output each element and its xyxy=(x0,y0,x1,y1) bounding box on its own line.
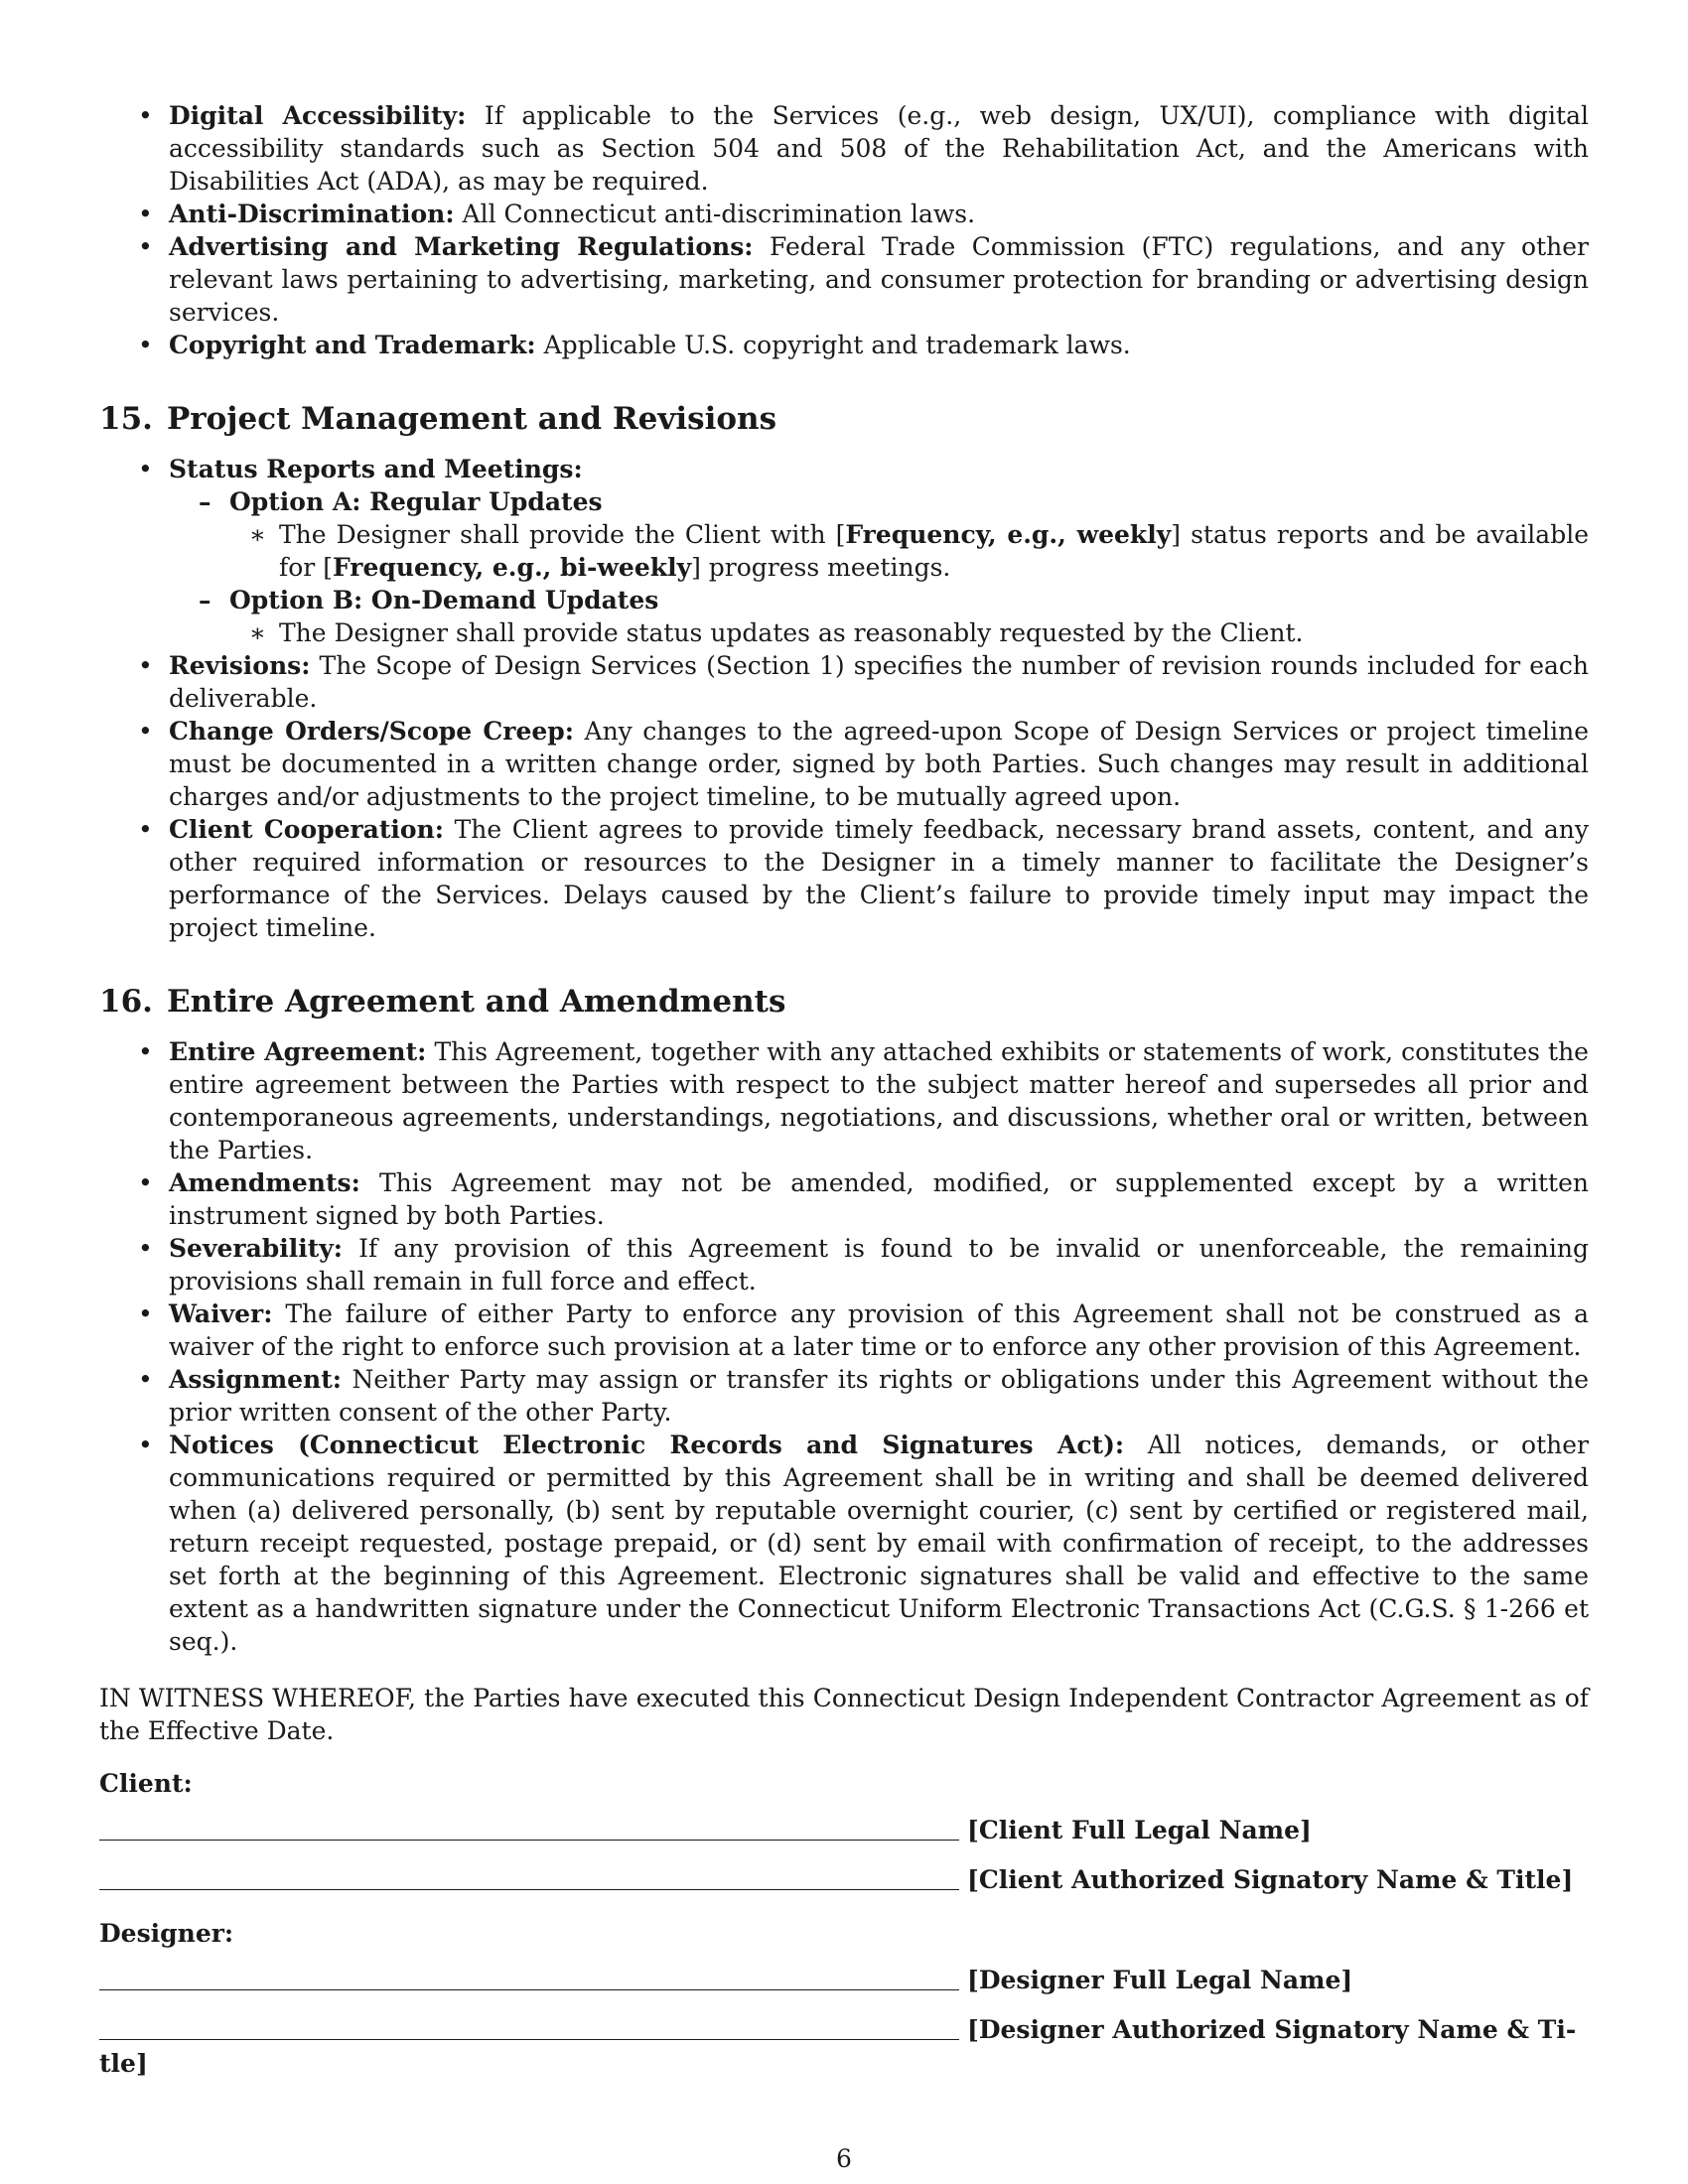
item-label: Severability: xyxy=(169,1234,344,1263)
designer-name-signature-line[interactable] xyxy=(99,1964,1589,1997)
designer-name-placeholder: [Designer Full Legal Name] xyxy=(967,1966,1353,1994)
client-signatory-placeholder: [Client Authorized Signatory Name & Title] xyxy=(967,1865,1574,1894)
item-label: Anti-Discrimination: xyxy=(169,200,455,228)
item-text: Applicable U.S. copyright and trademark laws. xyxy=(543,331,1131,359)
section-number: 15. xyxy=(99,401,153,437)
list-item xyxy=(99,715,1589,813)
section-number: 16. xyxy=(99,984,153,1020)
placeholder-text: Frequency, e.g., bi-weekly xyxy=(332,553,692,582)
designer-signatory-placeholder: [Designer Authorized Signatory Name & Ti- xyxy=(967,2015,1577,2044)
section-16-heading xyxy=(99,982,1589,1022)
item-label: Client Cooperation: xyxy=(169,815,445,844)
client-label: Client: xyxy=(99,1769,193,1798)
text-run: ] progress meetings. xyxy=(691,553,951,582)
item-text: The failure of either Party to enforce any provision of this Agreement shall not be construed as a waiver of the right to enforce such provision at a later time or to enforce any other provision of this Agreement. xyxy=(169,1299,1590,1361)
item-text: All Connecticut anti-discrimination laws. xyxy=(462,200,976,228)
section-15-heading xyxy=(99,399,1589,439)
item-label: Digital Accessibility: xyxy=(169,101,467,130)
client-signatory-signature-line[interactable] xyxy=(99,1863,1589,1897)
list-item xyxy=(99,1429,1589,1658)
option-b-details xyxy=(229,616,1589,649)
client-name-signature-line[interactable] xyxy=(99,1814,1589,1847)
option-a-details xyxy=(229,518,1589,584)
option-b-label: Option B: On-Demand Updates xyxy=(229,586,659,614)
placeholder-text: Frequency, e.g., weekly xyxy=(845,520,1172,549)
section-15-list xyxy=(99,453,1589,944)
item-label: Change Orders/Scope Creep: xyxy=(169,717,574,746)
designer-signatory-signature-line[interactable] xyxy=(99,2013,1589,2081)
list-item xyxy=(99,198,1589,230)
signature-line[interactable] xyxy=(99,1989,959,1990)
option-a-label: Option A: Regular Updates xyxy=(229,487,603,516)
item-label: Notices (Connecticut Electronic Records and Signatures Act): xyxy=(169,1431,1125,1459)
section-16-list xyxy=(99,1035,1589,1658)
list-item xyxy=(99,1035,1589,1166)
item-label: Copyright and Trademark: xyxy=(169,331,536,359)
item-text: If any provision of this Agreement is found to be invalid or unenforceable, the remaining provisions shall remain in full force and effect. xyxy=(169,1234,1589,1296)
item-text: All notices, demands, or other communications required or permitted by this Agreement shall be in writing and shall be deemed delivered when (a) delivered personally, (b) sent by reputable overnight courier, (c) sent by certified or registered mail, return receipt requested, postage prepaid, or (d) sent by email with confirmation of receipt, to the addresses set forth at the beginning of this Agreement. Electronic signatures shall be valid and effective to the same extent as a handwritten signature under the Connecticut Uniform Electronic Transactions Act (C.G.S. § 1-266 et seq.). xyxy=(169,1431,1589,1656)
text-run: The Designer shall provide the Client with [ xyxy=(279,520,846,549)
list-item xyxy=(99,1166,1589,1232)
list-item xyxy=(99,230,1589,329)
designer-label: Designer: xyxy=(99,1919,234,1948)
item-label: Revisions: xyxy=(169,651,311,680)
item-text: The Scope of Design Services (Section 1) specifies the number of revision rounds included for each deliverable. xyxy=(169,651,1590,713)
compliance-list xyxy=(99,99,1589,361)
option-item xyxy=(169,485,1589,584)
item-text: Federal Trade Commission (FTC) regulations, and any other relevant laws pertaining to advertising, marketing, and consumer protection for branding or advertising design services. xyxy=(169,232,1589,327)
item-label: Assignment: xyxy=(169,1365,343,1394)
item-text: Neither Party may assign or transfer its rights or obligations under this Agreement without the prior written consent of the other Party. xyxy=(169,1365,1590,1427)
signature-line[interactable] xyxy=(99,1840,959,1841)
list-item xyxy=(99,329,1589,361)
item-text: Any changes to the agreed-upon Scope of Design Services or project timeline must be documented in a written change order, signed by both Parties. Such changes may result in additional charges and/or adjustments to the project timeline, to be mutually agreed upon. xyxy=(169,717,1589,811)
item-label: Status Reports and Meetings: xyxy=(169,455,583,483)
list-item xyxy=(99,1232,1589,1297)
page-number: 6 xyxy=(836,2144,852,2173)
item-label: Waiver: xyxy=(169,1299,273,1328)
list-item xyxy=(99,1363,1589,1429)
item-text: This Agreement may not be amended, modified, or supplemented except by a written instrument signed by both Parties. xyxy=(169,1168,1590,1230)
list-item xyxy=(99,1297,1589,1363)
option-item xyxy=(169,584,1589,649)
item-text: If applicable to the Services (e.g., web design, UX/UI), compliance with digital accessibility standards such as Section 504 and 508 of the Rehabilitation Act, and the Americans with Disabilities Act (ADA), as may be required. xyxy=(169,101,1589,196)
witness-clause: IN WITNESS WHEREOF, the Parties have executed this Connecticut Design Independent Contractor Agreement as of the Effective Date. xyxy=(99,1684,1589,1745)
item-text: The Client agrees to provide timely feedback, necessary brand assets, content, and any other required information or resources to the Designer in a timely manner to facilitate the Designer’s performance of the Services. Delays caused by the Client’s failure to provide timely input may impact the project timeline. xyxy=(169,815,1589,942)
item-text: This Agreement, together with any attached exhibits or statements of work, constitutes the entire agreement between the Parties with respect to the subject matter hereof and supersedes all prior and contemporaneous agreements, understandings, negotiations, and discussions, whether oral or written, between the Parties. xyxy=(169,1037,1589,1164)
document-page xyxy=(99,99,1589,2097)
text-run: ] status reports and be available for [ xyxy=(279,520,1589,582)
item-label: Entire Agreement: xyxy=(169,1037,427,1066)
item-label: Advertising and Marketing Regulations: xyxy=(169,232,754,261)
section-title: Project Management and Revisions xyxy=(166,401,777,437)
option-a-text xyxy=(229,518,1589,584)
designer-signatory-placeholder-continued: tle] xyxy=(99,2049,148,2078)
list-item xyxy=(99,649,1589,715)
client-name-placeholder: [Client Full Legal Name] xyxy=(967,1816,1312,1844)
options-list xyxy=(169,485,1589,649)
section-title: Entire Agreement and Amendments xyxy=(166,984,786,1020)
list-item xyxy=(99,813,1589,944)
option-b-text: ∗ The Designer shall provide status updates as reasonably requested by the Client. xyxy=(229,616,1589,649)
signature-line[interactable] xyxy=(99,1889,959,1890)
list-item xyxy=(99,453,1589,649)
item-label: Amendments: xyxy=(169,1168,360,1197)
list-item xyxy=(99,99,1589,198)
signature-line[interactable] xyxy=(99,2039,959,2040)
